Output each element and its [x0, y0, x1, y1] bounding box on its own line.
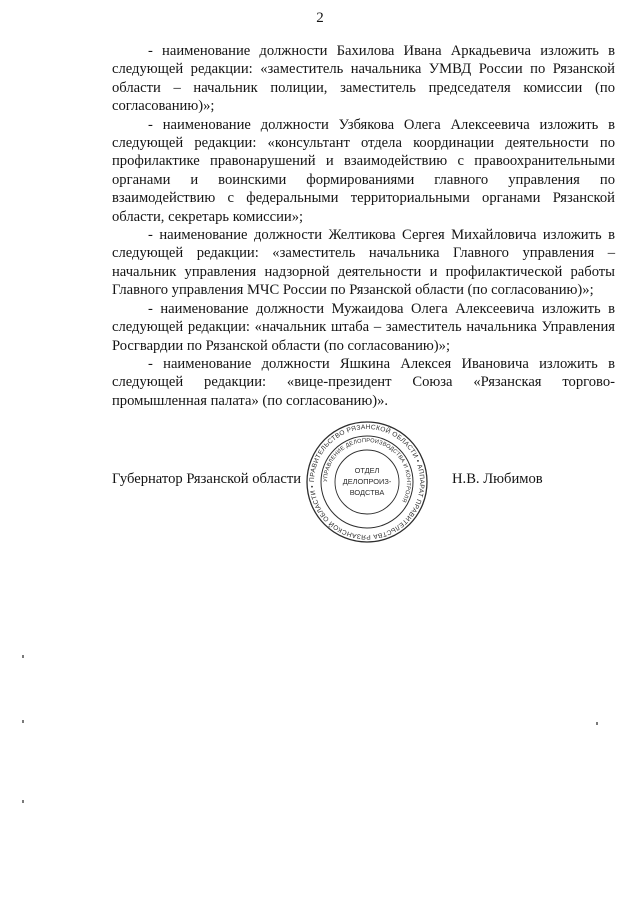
stamp-center-line-2: ДЕЛОПРОИЗ-: [342, 477, 392, 486]
paragraph-zheltikov: - наименование должности Желтикова Сергея Михайловича изложить в следующей редакции: «заместитель начальника Главного управления – начальник управления надзорной деятельности и профилактической работы Главного управления МЧС России по Рязанской области (по согласованию)»;: [112, 227, 615, 299]
signer-position: Губернатор Рязанской области: [112, 471, 302, 487]
document-body: [112, 42, 615, 410]
page-number: 2: [316, 10, 324, 26]
scan-speck: [22, 655, 24, 658]
scan-speck: [596, 722, 598, 725]
scan-speck: [22, 800, 24, 803]
stamp-graphic: [305, 420, 429, 544]
stamp-inner-ring-text: УПРАВЛЕНИЕ ДЕЛОПРОИЗВОДСТВА И КОНТРОЛЯ: [322, 437, 412, 504]
paragraph-bakhilov: - наименование должности Бахилова Ивана Аркадьевича изложить в следующей редакции: «заместитель начальника УМВД России по Рязанской области – начальник полиции, заместитель председателя комиссии (по согласованию)»;: [112, 43, 615, 115]
scan-speck: [22, 720, 24, 723]
paragraph-uzbyakov: - наименование должности Узбякова Олега Алексеевича изложить в следующей редакции: «консультант отдела координации деятельности по профилактике правонарушений и взаимодействию с правоохранительными органами и воинскими формированиями главного управления по взаимодействию с федеральными территориальными органами Рязанской области, секретарь комиссии»;: [112, 116, 615, 225]
stamp-center-line-3: ВОДСТВА: [349, 488, 385, 497]
paragraph-muzhaidov: - наименование должности Мужаидова Олега Алексеевича изложить в следующей редакции: «начальник штаба – заместитель начальника Управления Росгвардии по Рязанской области (по согласованию)»;: [112, 300, 615, 354]
paragraph-yashkin: - наименование должности Яшкина Алексея Ивановича изложить в следующей редакции: «вице-президент Союза «Рязанская торгово-промышленная палата» (по согласованию)».: [112, 355, 615, 409]
official-stamp: [305, 420, 429, 544]
stamp-center-line-1: ОТДЕЛ: [354, 466, 380, 475]
signer-name: Н.В. Любимов: [452, 471, 543, 487]
stamp-outer-ring-text: ПРАВИТЕЛЬСТВО РЯЗАНСКОЙ ОБЛАСТИ • АППАРАТ ПРАВИТЕЛЬСТВА РЯЗАНСКОЙ ОБЛАСТИ •: [308, 423, 426, 541]
